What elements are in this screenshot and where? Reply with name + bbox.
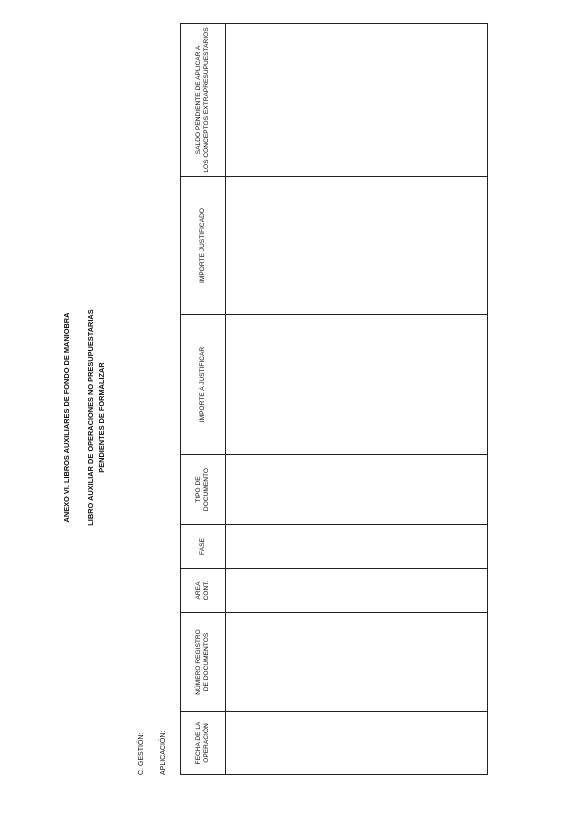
header-saldo-pendiente: SALDO PENDIENTE DE APLICAR A LOS CONCEPTOS EXTRAPRESUPUESTARIOS [181,24,226,177]
cell-fecha-operacion[interactable] [226,712,488,775]
gestion-label: C. GESTIÓN: [138,732,145,775]
header-tipo-documento: TIPO DE DOCUMENTO [181,455,226,525]
annex-title: ANEXO VI. LIBROS AUXILIARES DE FONDO DE MANIOBRA [62,312,71,523]
header-importe-a-justificar: IMPORTE A JUSTIFICAR [181,315,226,455]
cell-importe-justificado[interactable] [226,177,488,315]
table-body-row [226,24,488,775]
header-importe-justificado: IMPORTE JUSTIFICADO [181,177,226,315]
cell-tipo-documento[interactable] [226,455,488,525]
cell-saldo-pendiente[interactable] [226,24,488,177]
header-area-cont: AREA CONT. [181,569,226,613]
cell-area-cont[interactable] [226,569,488,613]
book-title-line1: LIBRO AUXILIAR DE OPERACIONES NO PRESUPUESTARIAS [86,309,95,526]
book-title-line2: PENDIENTES DE FORMALIZAR [97,362,106,473]
header-fecha-operacion: FECHA DE LA OPERACIÓN [181,712,226,775]
header-fase: FASE [181,525,226,569]
table-header-row [181,24,226,775]
aplicacion-label: APLICACIÓN: [160,730,167,775]
ledger-table [180,23,488,775]
cell-numero-registro[interactable] [226,613,488,712]
cell-importe-a-justificar[interactable] [226,315,488,455]
header-numero-registro: NÚMERO REGISTRO DE DOCUMENTOS [181,613,226,712]
cell-fase[interactable] [226,525,488,569]
